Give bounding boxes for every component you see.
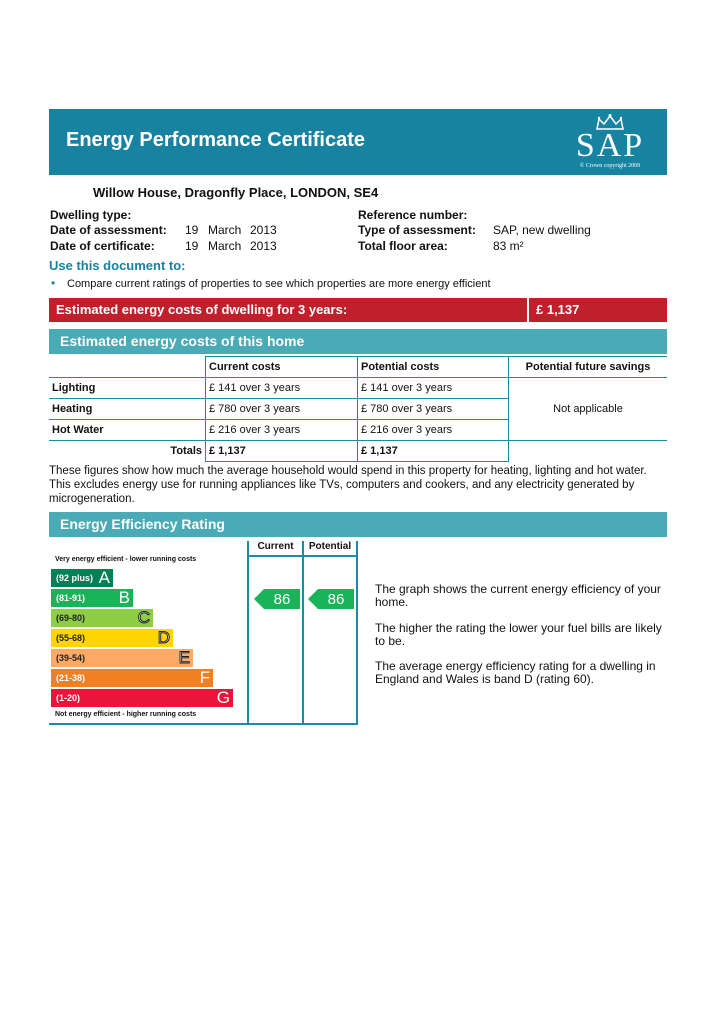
current-rating-value: 86 <box>273 591 291 608</box>
savings-value: Not applicable <box>509 378 668 441</box>
rating-band-d <box>51 629 173 647</box>
chart-header-rule <box>247 555 358 557</box>
table-row <box>49 378 667 399</box>
total-potential: £ 1,137 <box>358 441 509 462</box>
column-potential-costs: Potential costs <box>358 357 509 378</box>
rating-band-a <box>51 569 113 587</box>
potential-rating-arrow <box>308 589 354 609</box>
efficiency-paragraph-3: The average energy efficiency rating for a dwelling in England and Wales is band D (rating 60). <box>375 659 656 686</box>
efficiency-heading: Energy Efficiency Rating <box>60 516 225 532</box>
assessment-date-label: Date of assessment: <box>50 223 167 237</box>
scale-bottom-note: Not energy efficient - higher running costs <box>55 711 197 718</box>
band-letter: D <box>157 628 170 647</box>
chart-divider-current-left <box>247 541 249 725</box>
assessment-type-value: SAP, new dwelling <box>493 223 591 237</box>
efficiency-heading-bar <box>49 512 667 537</box>
sap-logo-text: SAP <box>575 127 645 164</box>
estimated-cost-label: Estimated energy costs of dwelling for 3 years: <box>56 302 348 317</box>
totals-label: Totals <box>49 441 206 462</box>
certificate-day: 19 <box>185 239 199 253</box>
band-letter: B <box>118 588 130 607</box>
band-range: (39-54) <box>56 653 86 663</box>
table-header-row <box>49 357 667 378</box>
column-current-costs: Current costs <box>206 357 358 378</box>
costs-section-heading: Estimated energy costs of this home <box>60 333 305 349</box>
estimated-cost-value: £ 1,137 <box>536 302 580 317</box>
floor-area-label: Total floor area: <box>358 239 448 253</box>
efficiency-rating-chart <box>49 540 359 726</box>
band-range: (81-91) <box>56 593 86 603</box>
costs-section-heading-bar <box>49 329 667 354</box>
floor-area-value: 83 m² <box>493 239 524 253</box>
rating-band-f <box>51 669 213 687</box>
certificate-month: March <box>208 239 242 253</box>
band-range: (69-80) <box>56 613 86 623</box>
band-letter: A <box>98 568 110 587</box>
chart-divider-current-right <box>302 541 304 725</box>
dwelling-type-label: Dwelling type: <box>50 208 132 222</box>
costs-note: These figures show how much the average household would spend in this property for heating, lighting and hot water. This excludes energy use for running appliances like TVs, computers and cookers, and any electricity generated by microgeneration. <box>49 465 647 505</box>
sap-logo <box>565 113 655 171</box>
totals-blank <box>509 441 668 462</box>
rating-band-b <box>51 589 133 607</box>
efficiency-paragraph-1: The graph shows the current energy efficiency of your home. <box>375 582 661 609</box>
cost-bar-divider <box>527 298 529 322</box>
band-range: (92 plus) <box>56 573 94 583</box>
rating-band-e <box>51 649 193 667</box>
assessment-year: 2013 <box>250 223 277 237</box>
table-header-blank <box>49 357 206 378</box>
certificate-year: 2013 <box>250 239 277 253</box>
band-letter: C <box>137 608 150 627</box>
lighting-potential: £ 141 over 3 years <box>358 378 509 399</box>
rating-band-c <box>51 609 153 627</box>
property-address: Willow House, Dragonfly Place, LONDON, SE4 <box>93 185 379 200</box>
use-document-heading: Use this document to: <box>49 258 186 273</box>
rating-band-g <box>51 689 233 707</box>
total-current: £ 1,137 <box>206 441 358 462</box>
heating-potential: £ 780 over 3 years <box>358 399 509 420</box>
row-label-hot-water: Hot Water <box>49 420 206 441</box>
row-label-lighting: Lighting <box>49 378 206 399</box>
bullet-icon: • <box>51 276 56 290</box>
band-letter: F <box>199 668 210 687</box>
certificate-header <box>49 109 667 175</box>
chart-divider-potential-right <box>356 541 358 725</box>
logo-copyright: © Crown copyright 2009 <box>579 163 641 169</box>
column-current: Current <box>257 541 294 552</box>
costs-table <box>49 356 667 462</box>
assessment-month: March <box>208 223 242 237</box>
assessment-type-label: Type of assessment: <box>358 223 476 237</box>
band-letter: G <box>216 688 230 707</box>
certificate-date-label: Date of certificate: <box>50 239 155 253</box>
hot-water-current: £ 216 over 3 years <box>206 420 358 441</box>
page-title: Energy Performance Certificate <box>66 129 366 151</box>
assessment-day: 19 <box>185 223 199 237</box>
estimated-cost-bar <box>49 298 667 322</box>
use-document-item: Compare current ratings of properties to see which properties are more energy efficient <box>67 278 491 290</box>
band-letter: E <box>178 648 190 667</box>
column-potential: Potential <box>308 541 352 552</box>
scale-top-note: Very energy efficient - lower running costs <box>55 556 197 563</box>
potential-rating-value: 86 <box>327 591 345 608</box>
column-future-savings: Potential future savings <box>509 357 668 378</box>
totals-row <box>49 441 667 462</box>
efficiency-paragraph-2: The higher the rating the lower your fuel bills are likely to be. <box>375 621 662 648</box>
band-range: (21-38) <box>56 673 86 683</box>
heating-current: £ 780 over 3 years <box>206 399 358 420</box>
current-rating-arrow <box>254 589 300 609</box>
lighting-current: £ 141 over 3 years <box>206 378 358 399</box>
band-range: (55-68) <box>56 633 86 643</box>
band-range: (1-20) <box>56 693 81 703</box>
hot-water-potential: £ 216 over 3 years <box>358 420 509 441</box>
row-label-heating: Heating <box>49 399 206 420</box>
chart-bottom-rule <box>49 723 358 725</box>
reference-label: Reference number: <box>358 208 468 222</box>
